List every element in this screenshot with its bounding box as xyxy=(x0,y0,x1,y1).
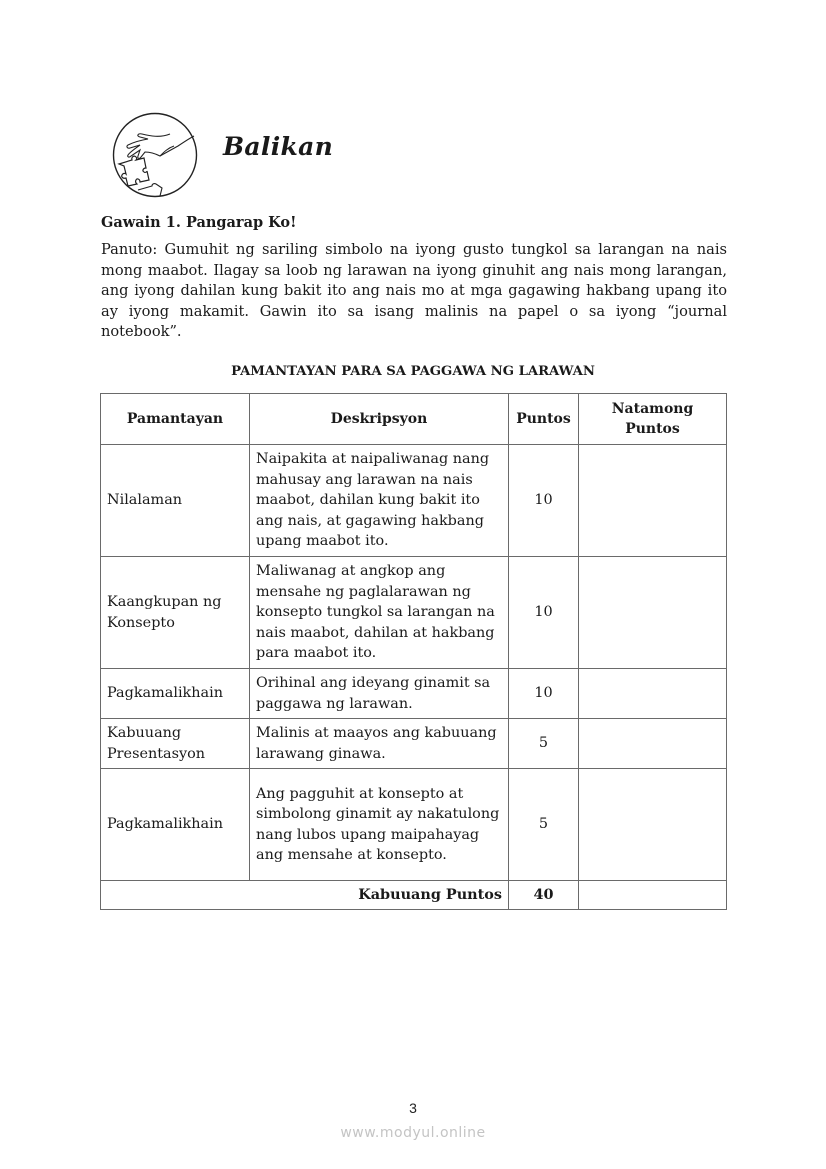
criterion-cell: Pagkamalikhain xyxy=(101,669,250,719)
activity-title: Gawain 1. Pangarap Ko! xyxy=(101,214,297,231)
criterion-cell: Nilalaman xyxy=(101,445,250,557)
header-points: Puntos xyxy=(509,394,579,445)
table-row xyxy=(101,669,727,719)
watermark: www.modyul.online xyxy=(340,1125,486,1141)
page-number: 3 xyxy=(409,1100,417,1116)
instructions-paragraph: Panuto: Gumuhit ng sariling simbolo na iyong gusto tungkol sa larangan na nais mong maabot. Ilagay sa loob ng larawan na iyong ginuhit ang nais mong larangan, ang iyong dahilan kung bakit ito ang nais mo at mga gagawing hakbang upang ito ay iyong makamit. Gawin ito sa isang malinis na papel o sa iyong “journal notebook”. xyxy=(101,241,727,340)
table-row xyxy=(101,769,727,881)
table-row xyxy=(101,445,727,557)
section-title: Balikan xyxy=(223,132,334,161)
header-criterion: Pamantayan xyxy=(101,394,250,445)
earned-points-cell[interactable] xyxy=(579,669,727,719)
description-cell: Ang pagguhit at konsepto at simbolong ginamit ay nakatulong nang lubos upang maipahayag ang mensahe at konsepto. xyxy=(250,769,509,881)
criterion-cell: Kabuuang Presentasyon xyxy=(101,719,250,769)
total-earned-cell[interactable] xyxy=(579,881,727,910)
earned-points-cell[interactable] xyxy=(579,769,727,881)
points-cell: 10 xyxy=(509,557,579,669)
description-cell: Orihinal ang ideyang ginamit sa paggawa ng larawan. xyxy=(250,669,509,719)
table-row xyxy=(101,557,727,669)
criterion-cell: Kaangkupan ng Konsepto xyxy=(101,557,250,669)
total-row xyxy=(101,881,727,910)
table-row xyxy=(101,719,727,769)
rubric-table xyxy=(100,393,727,910)
description-cell: Malinis at maayos ang kabuuang larawang ginawa. xyxy=(250,719,509,769)
earned-points-cell[interactable] xyxy=(579,445,727,557)
earned-points-cell[interactable] xyxy=(579,557,727,669)
criterion-cell: Pagkamalikhain xyxy=(101,769,250,881)
points-cell: 5 xyxy=(509,719,579,769)
points-cell: 10 xyxy=(509,445,579,557)
header-earned-points: Natamong Puntos xyxy=(579,394,727,445)
rubric-title: PAMANTAYAN PARA SA PAGGAWA NG LARAWAN xyxy=(231,364,595,379)
points-cell: 5 xyxy=(509,769,579,881)
description-cell: Naipakita at naipaliwanag nang mahusay ang larawan na nais maabot, dahilan kung bakit ito ang nais, at gagawing hakbang upang maabot ito. xyxy=(250,445,509,557)
earned-points-cell[interactable] xyxy=(579,719,727,769)
table-header-row xyxy=(101,394,727,445)
total-points: 40 xyxy=(509,881,579,910)
hand-puzzle-piece-icon xyxy=(112,112,198,198)
description-cell: Maliwanag at angkop ang mensahe ng paglalarawan ng konsepto tungkol sa larangan na nais maabot, dahilan at hakbang para maabot ito. xyxy=(250,557,509,669)
total-label: Kabuuang Puntos xyxy=(101,881,509,910)
header-description: Deskripsyon xyxy=(250,394,509,445)
points-cell: 10 xyxy=(509,669,579,719)
